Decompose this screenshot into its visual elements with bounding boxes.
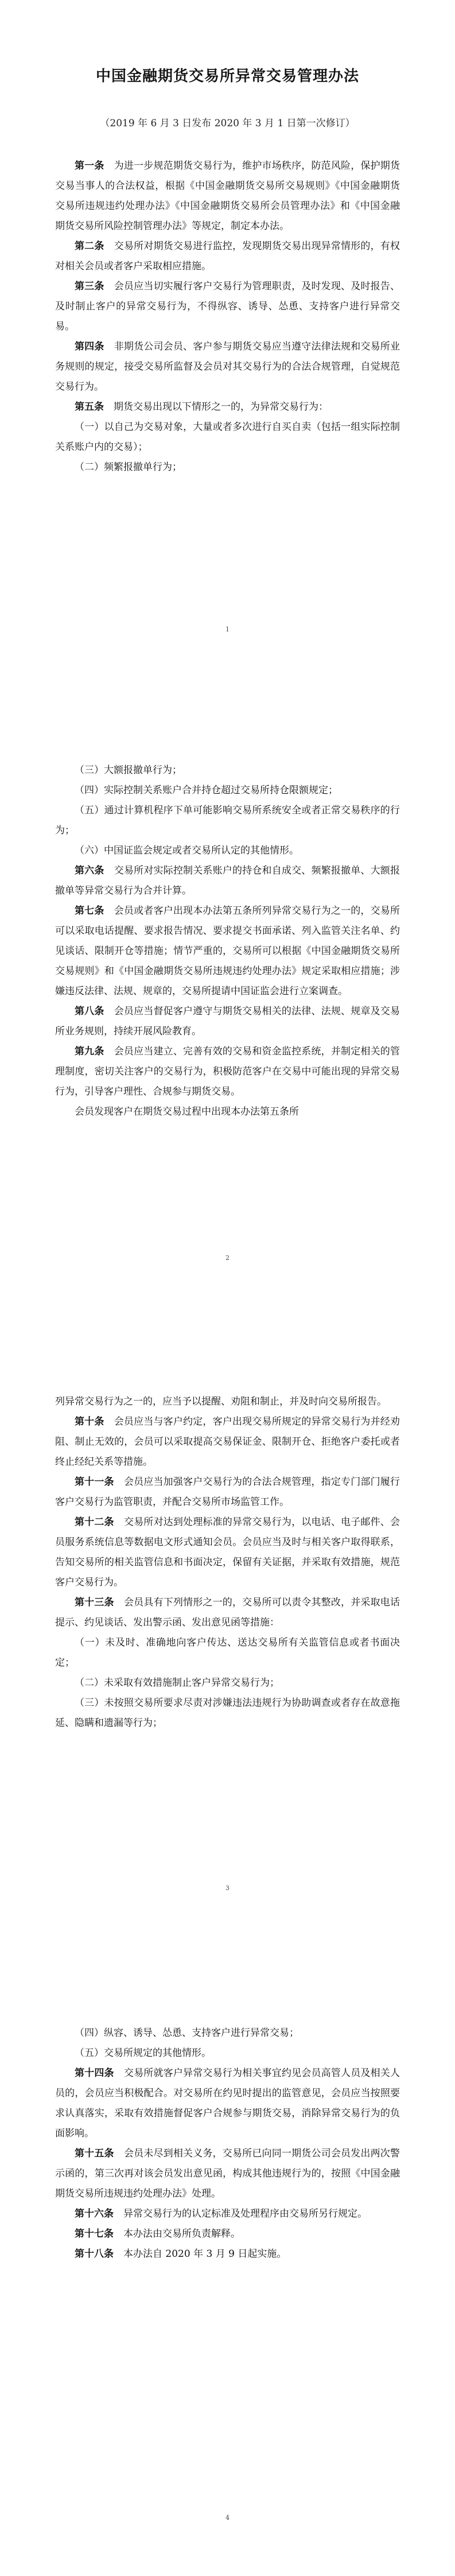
article-text: 非期货公司会员、客户参与期货交易应当遵守法律法规和交易所业务规则的规定，接受交易所监督及会员对其交易行为的合法合规管理，自觉规范交易行为。	[55, 341, 400, 393]
article-label: 第十三条	[75, 1597, 114, 1608]
article-label: 第十六条	[75, 2208, 114, 2220]
document-title: 中国金融期货交易所异常交易管理办法	[95, 68, 359, 85]
article-text: 会员应当与客户约定，客户出现交易所规定的异常交易行为并经劝阻、制止无效的，会员可以采取提高交易保证金、限制开仓、拒绝客户委托或者终止经纪关系等措施。	[55, 1416, 400, 1468]
articles-1-5	[55, 156, 400, 478]
article-text: 本办法由交易所负责解释。	[123, 2228, 240, 2240]
article-14	[55, 2063, 400, 2144]
article-4	[55, 337, 400, 397]
article-label: 第一条	[75, 160, 104, 172]
article-2	[55, 236, 400, 277]
article-text: 为进一步规范期货交易行为，维护市场秩序，防范风险，保护期货交易当事人的合法权益，根据《中国金融期货交易所交易规则》《中国金融期货交易所违规违约处理办法》《中国金融期货交易所会员管理办法》和《中国金融期货交易所风险控制管理办法》等规定，制定本办法。	[55, 160, 400, 232]
article-10	[55, 1412, 400, 1472]
article-9-continued: 会员发现客户在期货交易过程中出现本办法第五条所	[75, 1106, 299, 1118]
item-5-2: （二）频繁报撤单行为；	[75, 461, 182, 473]
page-number: 2	[225, 1254, 230, 1262]
article-11	[55, 1472, 400, 1512]
article-text: 本办法自 2020 年 3 月 9 日起实施。	[123, 2248, 287, 2260]
article-label: 第三条	[75, 281, 104, 292]
article-label: 第九条	[75, 1046, 104, 1057]
article-text: 交易所对达到处理标准的异常交易行为，以电话、电子邮件、会员服务系统信息等数据电文形式通知会员。会员应当及时与相关客户取得联系，告知交易所的相关监管信息和书面决定，保留有关证据，并采取有效措施，规范客户交易行为。	[55, 1516, 400, 1588]
article-18	[55, 2244, 400, 2264]
article-text: 期货交易出现以下情形之一的，为异常交易行为：	[114, 401, 328, 413]
item-13-1: （一）未及时、准确地向客户传达、送达交易所有关监管信息或者书面决定；	[55, 1637, 400, 1669]
articles-9-13	[55, 1392, 400, 1733]
article-5	[55, 397, 400, 417]
article-text: 会员具有下列情形之一的，交易所可以责令其整改，并采取电话提示、约见谈话、发出警示函、发出意见函等措施：	[55, 1597, 400, 1628]
item-13-2: （二）未采取有效措施制止客户异常交易行为；	[75, 1677, 279, 1689]
article-label: 第十八条	[75, 2248, 114, 2260]
article-text: 异常交易行为的认定标准及处理程序由交易所另行规定。	[123, 2208, 367, 2220]
article-text: 会员应当加强客户交易行为的合法合规管理，指定专门部门履行客户交易行为监管职责，并配合交易所市场监管工作。	[55, 1476, 400, 1508]
item-5-3: （三）大额报撤单行为；	[75, 765, 182, 776]
page-number: 4	[225, 2514, 230, 2521]
article-17	[55, 2224, 400, 2244]
article-text: 交易所对期货交易进行监控，发现期货交易出现异常情形的，有权对相关会员或者客户采取相应措施。	[55, 240, 400, 272]
item-5-1: （一）以自己为交易对象，大量或者多次进行自买自卖（包括一组实际控制关系账户内的交易）；	[55, 421, 400, 453]
article-text: 交易所就客户异常交易行为相关事宜约见会员高管人员及相关人员的，会员应当积极配合。对交易所在约见时提出的监管意见，会员应当按照要求认真落实，采取有效措施督促客户合规参与期货交易，消除异常交易行为的负面影响。	[55, 2067, 400, 2139]
article-text: 交易所对实际控制关系账户的持仓和自成交、频繁报撤单、大额报撤单等异常交易行为合并计算。	[55, 865, 400, 897]
item-5-5: （五）通过计算机程序下单可能影响交易所系统安全或者正常交易秩序的行为；	[55, 805, 400, 836]
article-text: 会员应当督促客户遵守与期货交易相关的法律、法规、规章及交易所业务规则，持续开展风险教育。	[55, 1006, 400, 1037]
article-12	[55, 1512, 400, 1593]
article-text: 会员应当建立、完善有效的交易和资金监控系统，并制定相关的管理制度，密切关注客户的交易行为，积极防范客户在交易中可能出现的异常交易行为，引导客户理性、合规参与期货交易。	[55, 1046, 400, 1097]
article-9-continued-2: 列异常交易行为之一的，应当予以提醒、劝阻和制止，并及时向交易所报告。	[55, 1396, 387, 1407]
item-5-6: （六）中国证监会规定或者交易所认定的其他情形。	[75, 845, 299, 856]
article-8	[55, 1002, 400, 1042]
article-label: 第十二条	[75, 1516, 114, 1528]
item-13-5: （五）交易所规定的其他情形。	[75, 2047, 211, 2059]
articles-13-18	[55, 2023, 400, 2264]
article-text: 会员或者客户出现本办法第五条所列异常交易行为之一的，交易所可以采取电话提醒、要求报告情况、要求提交书面承诺、列入监管关注名单、约见谈话、限制开仓等措施；情节严重的，交易所可以根据《中国金融期货交易所交易规则》和《中国金融期货交易所违规违约处理办法》规定采取相应措施；涉嫌违反法律、法规、规章的，交易所提请中国证监会进行立案调查。	[55, 905, 400, 997]
article-label: 第二条	[75, 240, 104, 252]
article-16	[55, 2204, 400, 2224]
article-7	[55, 901, 400, 1002]
page-number: 1	[225, 626, 230, 633]
articles-5-9	[55, 761, 400, 1122]
article-label: 第五条	[75, 401, 104, 413]
article-label: 第十四条	[75, 2067, 114, 2079]
article-9	[55, 1042, 400, 1102]
document-subtitle: （2019 年 6 月 3 日发布 2020 年 3 月 1 日第一次修订）	[100, 118, 355, 129]
article-text: 会员应当切实履行客户交易行为管理职责，及时发现、及时报告、及时制止客户的异常交易行为，不得纵容、诱导、怂恿、支持客户进行异常交易。	[55, 281, 400, 332]
article-label: 第十五条	[75, 2148, 114, 2159]
article-13	[55, 1593, 400, 1633]
article-label: 第七条	[75, 905, 104, 917]
item-5-4: （四）实际控制关系账户合并持仓超过交易所持仓限额规定；	[75, 785, 338, 796]
article-label: 第十一条	[75, 1476, 114, 1488]
article-label: 第十条	[75, 1416, 104, 1427]
item-13-3: （三）未按照交易所要求尽责对涉嫌违法违规行为协助调查或者存在故意拖延、隐瞒和遗漏等行为；	[55, 1697, 400, 1729]
article-3	[55, 277, 400, 337]
article-label: 第六条	[75, 865, 104, 876]
article-1	[55, 156, 400, 236]
article-label: 第十七条	[75, 2228, 114, 2240]
article-label: 第八条	[75, 1006, 104, 1017]
article-15	[55, 2144, 400, 2204]
item-13-4: （四）纵容、诱导、怂恿、支持客户进行异常交易；	[75, 2027, 299, 2039]
article-6	[55, 861, 400, 901]
article-text: 会员未尽到相关义务，交易所已向同一期货公司会员发出两次警示函的，第三次再对该会员发出意见函，构成其他违规行为的，按照《中国金融期货交易所违规违约处理办法》处理。	[55, 2148, 400, 2199]
article-label: 第四条	[75, 341, 104, 352]
page-number: 3	[225, 1884, 230, 1892]
